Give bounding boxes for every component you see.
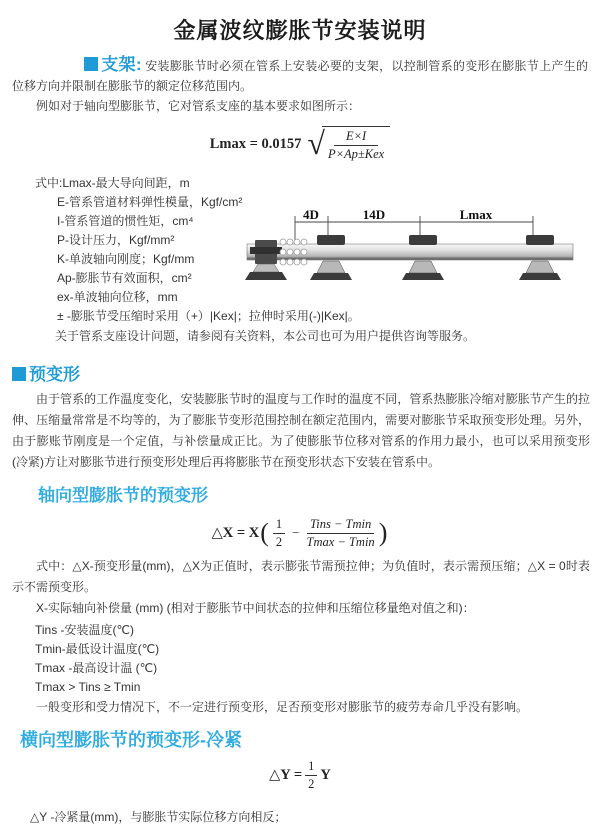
document-page <box>0 14 600 824</box>
half-fraction <box>273 517 285 550</box>
fraction-numerator: Tins − Tmin <box>307 517 374 534</box>
radical-sign: √ <box>307 125 325 162</box>
blue-square-icon <box>12 367 26 381</box>
fraction-numerator: E×I <box>334 129 378 146</box>
definition-line: E-管系管道材料弹性模量，Kgf/cm² <box>57 195 243 209</box>
fraction-denominator: 2 <box>275 534 283 549</box>
support-example-text: 例如对于轴向型膨胀节，它对管系支座的基本要求如图所示： <box>36 99 361 113</box>
support-paragraph <box>12 55 588 96</box>
definition-line: ± -膨胀节受压缩时采用（+）|Kex|；拉伸时采用(-)|Kex|。 <box>57 309 360 323</box>
support-intro-text: 安装膨胀节时必须在管系上安装必要的支架，以控制管系的变形在膨胀节上产生的位移方向并限制在膨胀节的额定位移范围内。 <box>12 59 588 93</box>
open-paren: ( <box>260 518 269 547</box>
fraction-denominator: 2 <box>308 776 315 791</box>
predeform-body-text: 由于管系的工作温度变化，安装膨胀节时的温度与工作时的温度不同，管系热膨胀冷缩对膨胀节产生的拉伸、压缩量常常是不均等的，为了膨胀节变形范围控制在额定范围内，需要对膨胀节采取预变形处理。另外，由于膨账节刚度是一个定值，与补偿量成正比。为了使膨胀节位移对管系的作用力最小，也可以采用预变形(冷紧)方让对膨胀节进行预变形处理后再将膨胀节在预变形状态下安装在管系中。 <box>12 392 590 469</box>
support-section-heading <box>84 55 142 74</box>
close-paren: ) <box>378 518 388 547</box>
minus-sign: − <box>292 525 300 540</box>
half-fraction <box>305 759 317 792</box>
page-title: 金属波纹膨胀节安装说明 <box>173 18 427 43</box>
radicand-fraction <box>322 126 390 162</box>
lateral-formula <box>0 758 600 792</box>
dim-label-lmax: Lmax <box>459 207 493 222</box>
temperature-definitions <box>35 621 600 697</box>
definition-line: K-单波轴向刚度；Kgf/mm <box>57 252 195 266</box>
fraction-numerator: 1 <box>305 759 317 776</box>
definition-line: ex-单波轴向位移，mm <box>57 290 178 304</box>
definition-line: P-设计压力，Kgf/mm² <box>57 233 175 247</box>
definition-line: 式中:Lmax-最大导向间距，m <box>35 176 190 190</box>
temp-line: Tmax -最高设计温 (℃) <box>35 661 158 675</box>
temp-line: Tins -安装温度(℃) <box>35 623 135 637</box>
formula-rhs: Y <box>320 766 331 783</box>
fraction-numerator: 1 <box>273 517 285 534</box>
axial-formula <box>0 514 600 552</box>
diagram-svg <box>243 206 600 306</box>
axial-explain-text: 式中：△X-预变形量(mm)，△X为正值时，表示膨张节需预拉伸；为负值时，表示需预压缩；△X = 0时表示不需预变形。 <box>12 559 590 594</box>
dim-label-4d: 4D <box>303 207 319 222</box>
lateral-sub-heading: 横向型膨胀节的预变形-冷紧 <box>20 730 242 750</box>
temperature-fraction <box>307 517 375 550</box>
axial-x-definition: X-实际轴向补偿量 (mm) (相对于膨胀节中间状态的拉伸和压缩位移量绝对值之和)： <box>36 601 475 615</box>
dim-label-14d: 14D <box>362 207 386 222</box>
temp-line: Tmax > Tins ≥ Tmin <box>35 680 141 694</box>
definition-line: I-管系管道的惯性矩，cm⁴ <box>57 214 194 228</box>
predeform-section-heading <box>12 360 588 385</box>
definition-line: Ap-膨胀节有效面积，cm² <box>57 271 192 285</box>
formula-lhs: △X = X <box>211 525 260 541</box>
support-heading-label: 支架: <box>101 55 142 74</box>
axial-note-text: 一般变形和受力情况下，不一定进行预变形，足否预变形对膨胀节的疲劳寿命几乎没有影响。 <box>36 700 529 714</box>
blue-square-icon <box>84 57 98 71</box>
formula-lhs: △Y = <box>269 767 303 783</box>
support-note-text: 关于管系支座设计问题，请参阅有关资料，本公司也可为用户提供咨询等服务。 <box>55 329 476 343</box>
fraction-denominator: Tmax − Tmin <box>306 534 375 549</box>
fraction-denominator: P×Ap±Kex <box>327 147 385 161</box>
lmax-formula <box>0 124 600 164</box>
predeform-heading-label: 预变形 <box>29 365 80 384</box>
axial-sub-heading: 轴向型膨胀节的预变形 <box>38 486 208 505</box>
pipe-support-diagram <box>243 206 600 306</box>
lateral-note-text: △Y -冷紧量(mm)，与膨胀节实际位移方向相反； <box>30 810 287 824</box>
temp-line: Tmin-最低设计温度(℃) <box>35 642 160 656</box>
square-root-expression <box>307 126 390 162</box>
formula-lhs: Lmax = 0.0157 <box>209 135 302 152</box>
